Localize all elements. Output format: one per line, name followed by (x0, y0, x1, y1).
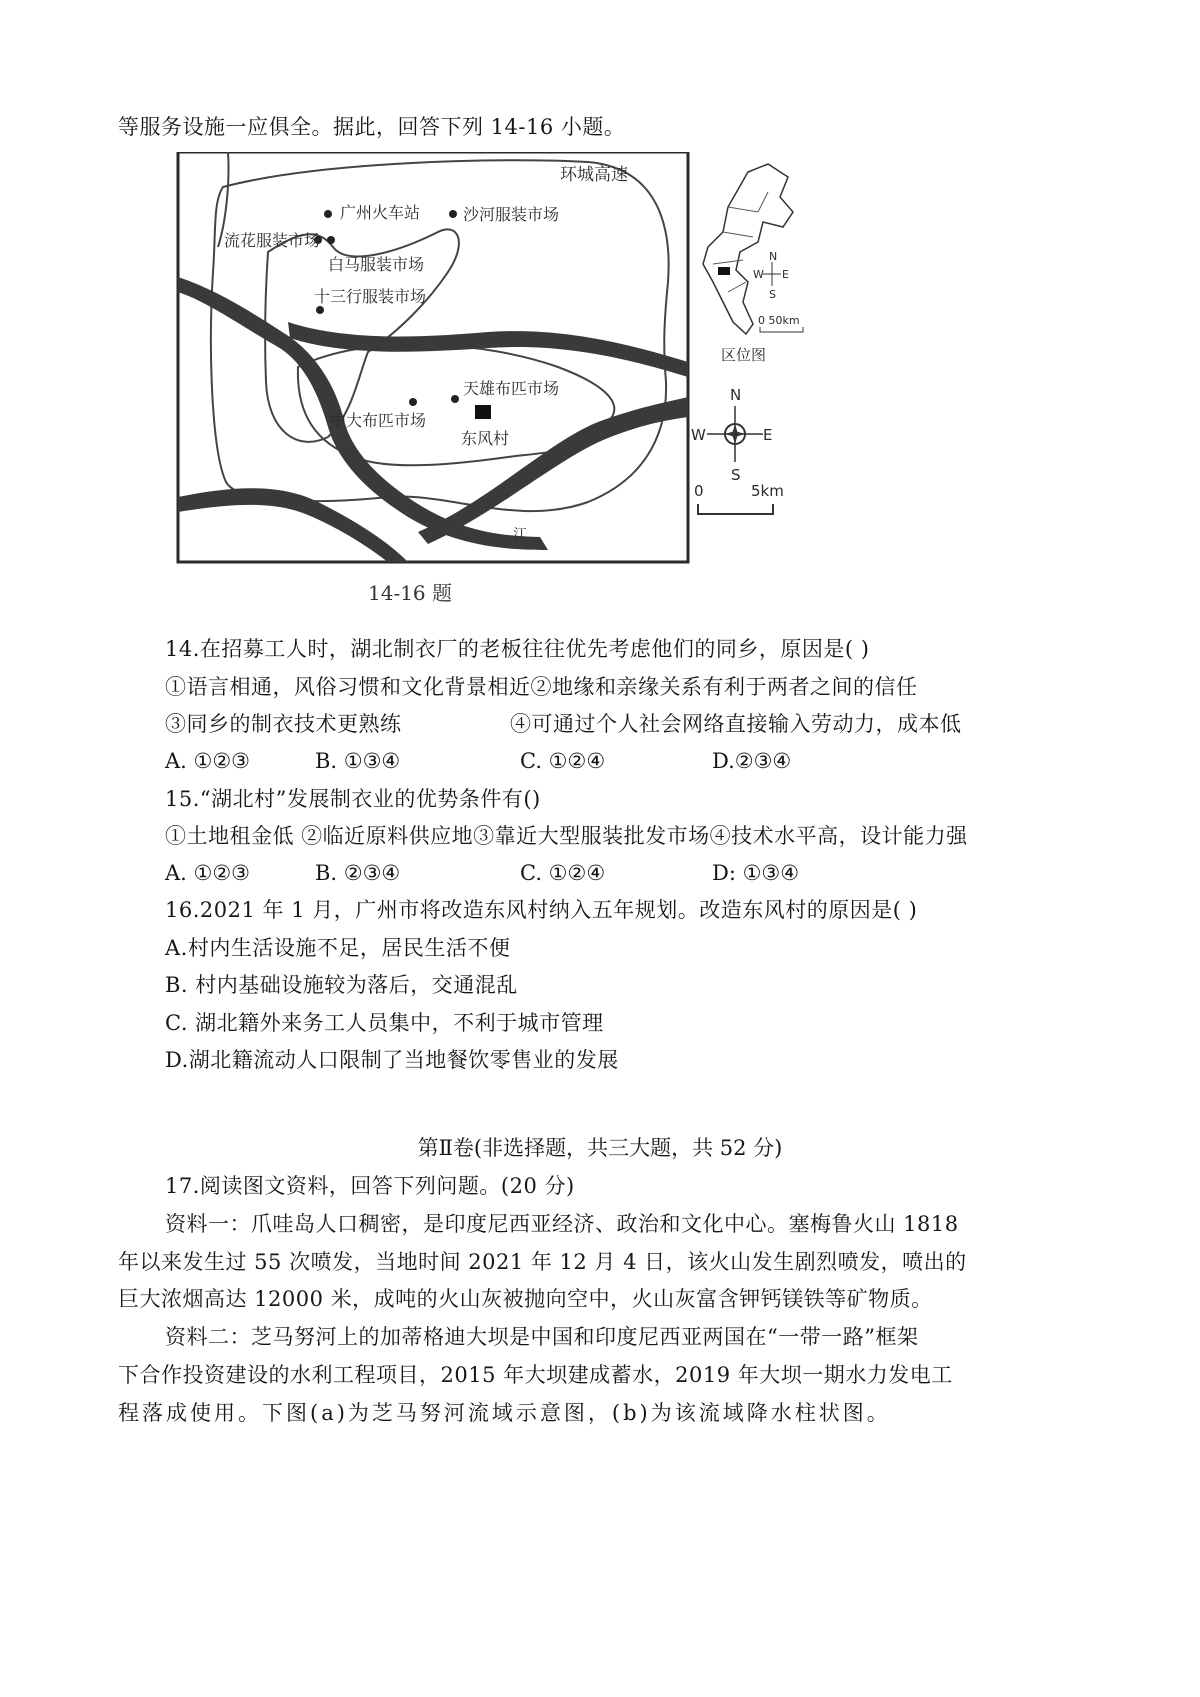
q17-material1-line1: 资料一：爪哇岛人口稠密，是印度尼西亚经济、政治和文化中心。塞梅鲁火山 1818 (165, 1212, 959, 1236)
inset-title: 区位图 (721, 346, 767, 364)
shahe-market-label: 沙河服装市场 (463, 205, 560, 224)
tianxiong-market-label: 天雄布匹市场 (463, 379, 560, 398)
inset-compass-south: S (769, 288, 776, 301)
map-caption: 14-16 题 (368, 581, 453, 605)
q14-option-b: B. ①③④ (315, 749, 401, 773)
map-figure (168, 152, 1068, 622)
river-label: 江 (513, 527, 527, 543)
inset-scale: 0 50km (758, 314, 800, 327)
dongfeng-village-label: 东风村 (461, 429, 510, 448)
baima-market-label: 白马服装市场 (328, 255, 425, 274)
q14-stem: 14.在招募工人时，湖北制衣厂的老板往往优先考虑他们的同乡，原因是( ) (165, 637, 870, 661)
q17-material2-line2: 下合作投资建设的水利工程项目，2015 年大坝建成蓄水，2019 年大坝一期水力发电工 (118, 1363, 953, 1387)
guangzhou-station-point (324, 210, 332, 218)
shisanhang-market-label: 十三行服装市场 (314, 287, 427, 306)
tianxiong-market-point (451, 395, 459, 403)
compass-north: N (730, 386, 742, 404)
inset-compass-east: E (782, 268, 789, 281)
q14-option-a: A. ①②③ (165, 749, 250, 773)
q15-option-b: B. ②③④ (315, 861, 401, 885)
guangzhou-station-label: 广州火车站 (340, 203, 421, 222)
scale-distance: 5km (751, 482, 784, 500)
q15-statements-1: ①土地租金低 ②临近原料供应地③靠近大型服装批发市场④技术水平高，设计能力强 (165, 824, 968, 848)
shahe-market-point (449, 210, 457, 218)
q16-option-d: D.湖北籍流动人口限制了当地餐饮零售业的发展 (165, 1048, 619, 1072)
inset-region-outline (703, 164, 793, 334)
q17-material2-line3: 程落成使用。下图(a)为芝马努河流域示意图，(b)为该流域降水柱状图。 (118, 1401, 891, 1425)
compass-east: E (763, 426, 773, 444)
inset-location-map (703, 164, 803, 364)
q14-statements-2b: ④可通过个人社会网络直接输入劳动力，成本低 (510, 712, 962, 736)
ring-expressway-label: 环城高速 (560, 165, 628, 185)
q14-option-d: D.②③④ (712, 749, 792, 773)
shisanhang-market-point (316, 306, 324, 314)
baima-market-point (327, 236, 335, 244)
q16-option-b: B. 村内基础设施较为落后，交通混乱 (165, 973, 518, 997)
q17-material1-line3: 巨大浓烟高达 12000 米，成吨的火山灰被抛向空中，火山灰富含钾钙镁铁等矿物质。 (118, 1287, 933, 1311)
q16-option-c: C. 湖北籍外来务工人员集中，不利于城市管理 (165, 1011, 604, 1035)
q17-stem: 17.阅读图文资料，回答下列问题。(20 分) (165, 1174, 575, 1198)
q17-material1-line2: 年以来发生过 55 次喷发，当地时间 2021 年 12 月 4 日，该火山发生剧烈喷发，喷出的 (118, 1250, 967, 1274)
dongfeng-village-marker (475, 405, 491, 419)
inset-compass-north: N (769, 250, 778, 263)
scale-zero: 0 (694, 482, 704, 500)
scale-bar (694, 482, 784, 514)
q15-option-c: C. ①②④ (520, 861, 606, 885)
q14-statements-1: ①语言相通，风俗习惯和文化背景相近②地缘和亲缘关系有利于两者之间的信任 (165, 675, 918, 699)
q17-material2-line1: 资料二：芝马努河上的加蒂格迪大坝是中国和印度尼西亚两国在“一带一路”框架 (165, 1325, 919, 1349)
q14-statements-2a: ③同乡的制衣技术更熟练 (165, 712, 402, 736)
q14-option-c: C. ①②④ (520, 749, 606, 773)
q16-option-a: A.村内生活设施不足，居民生活不便 (165, 936, 511, 960)
compass-icon (691, 386, 772, 484)
compass-south: S (731, 466, 741, 484)
inset-study-area (718, 267, 730, 275)
intro-line: 等服务设施一应俱全。据此，回答下列 14-16 小题。 (118, 115, 626, 139)
section-title: 第Ⅱ卷(非选择题，共三大题，共 52 分) (417, 1136, 783, 1160)
q15-option-a: A. ①②③ (165, 861, 250, 885)
zhongda-market-label: 中大布匹市场 (330, 411, 427, 430)
zhongda-market-point (409, 398, 417, 406)
q15-stem: 15.“湖北村”发展制衣业的优势条件有() (165, 787, 541, 811)
compass-west: W (691, 426, 706, 444)
liuhua-market-label: 流花服装市场 (224, 231, 321, 250)
inset-compass-west: W (753, 268, 764, 281)
q15-option-d: D: ①③④ (712, 861, 800, 885)
q16-stem: 16.2021 年 1 月，广州市将改造东风村纳入五年规划。改造东风村的原因是( ) (165, 898, 918, 922)
